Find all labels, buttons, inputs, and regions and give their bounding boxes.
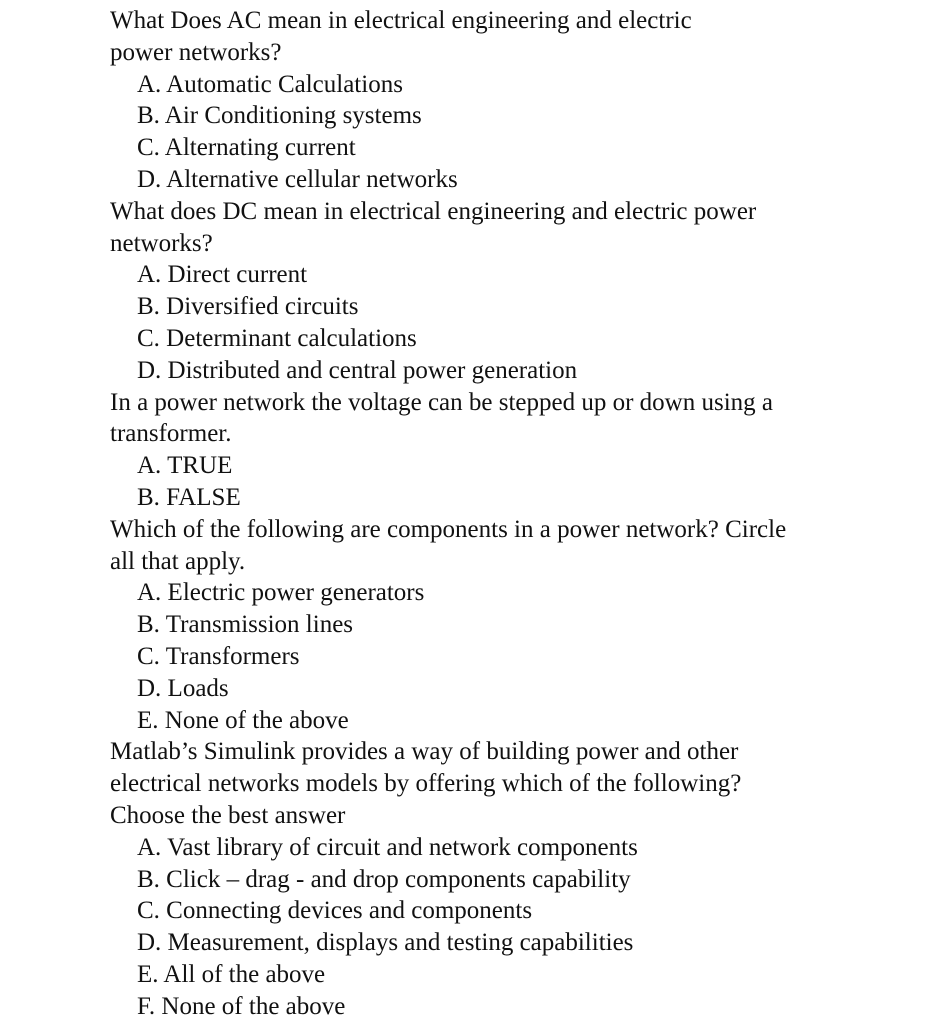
- question-text: What Does AC mean in electrical engineering and electric power networks?: [110, 7, 692, 66]
- question-text: Matlab’s Simulink provides a way of building power and other electrical networks models by offering which of the following? Choose the best answer: [110, 738, 742, 829]
- question-2: [110, 196, 830, 387]
- option-b: B. Diversified circuits: [137, 293, 359, 321]
- question-5: [110, 736, 830, 1022]
- option-list: [110, 832, 830, 1023]
- option-a: A. Electric power generators: [137, 579, 425, 607]
- option-b: B. Transmission lines: [137, 611, 354, 639]
- option-e: E. All of the above: [137, 960, 326, 988]
- question-4: [110, 514, 830, 737]
- option-c: C. Transformers: [137, 642, 300, 670]
- option-c: C. Determinant calculations: [137, 324, 417, 352]
- option-d: D. Alternative cellular networks: [137, 165, 458, 193]
- option-b: B. Click – drag - and drop components capability: [137, 865, 631, 893]
- option-list: [110, 69, 830, 196]
- option-a: A. Vast library of circuit and network components: [137, 833, 638, 861]
- option-a: A. Direct current: [137, 261, 308, 289]
- option-e: E. None of the above: [137, 706, 349, 734]
- option-f: F. None of the above: [137, 992, 346, 1020]
- quiz-document: [110, 5, 830, 1023]
- option-d: D. Loads: [137, 674, 229, 702]
- option-d: D. Measurement, displays and testing capabilities: [137, 929, 634, 957]
- question-text: In a power network the voltage can be stepped up or down using a transformer.: [110, 388, 774, 448]
- option-list: [110, 259, 830, 386]
- option-a: A. TRUE: [137, 452, 233, 480]
- option-d: D. Distributed and central power generation: [137, 356, 578, 384]
- option-b: B. Air Conditioning systems: [137, 102, 422, 130]
- option-c: C. Connecting devices and components: [137, 897, 533, 925]
- question-text: Which of the following are components in a power network? Circle all that apply.: [110, 515, 787, 575]
- option-list: [110, 450, 830, 514]
- option-a: A. Automatic Calculations: [137, 70, 403, 98]
- option-b: B. FALSE: [137, 483, 241, 511]
- question-text: What does DC mean in electrical engineering and electric power networks?: [110, 197, 757, 257]
- question-1: [110, 5, 830, 196]
- question-3: [110, 387, 830, 514]
- option-c: C. Alternating current: [137, 134, 356, 162]
- option-list: [110, 577, 830, 736]
